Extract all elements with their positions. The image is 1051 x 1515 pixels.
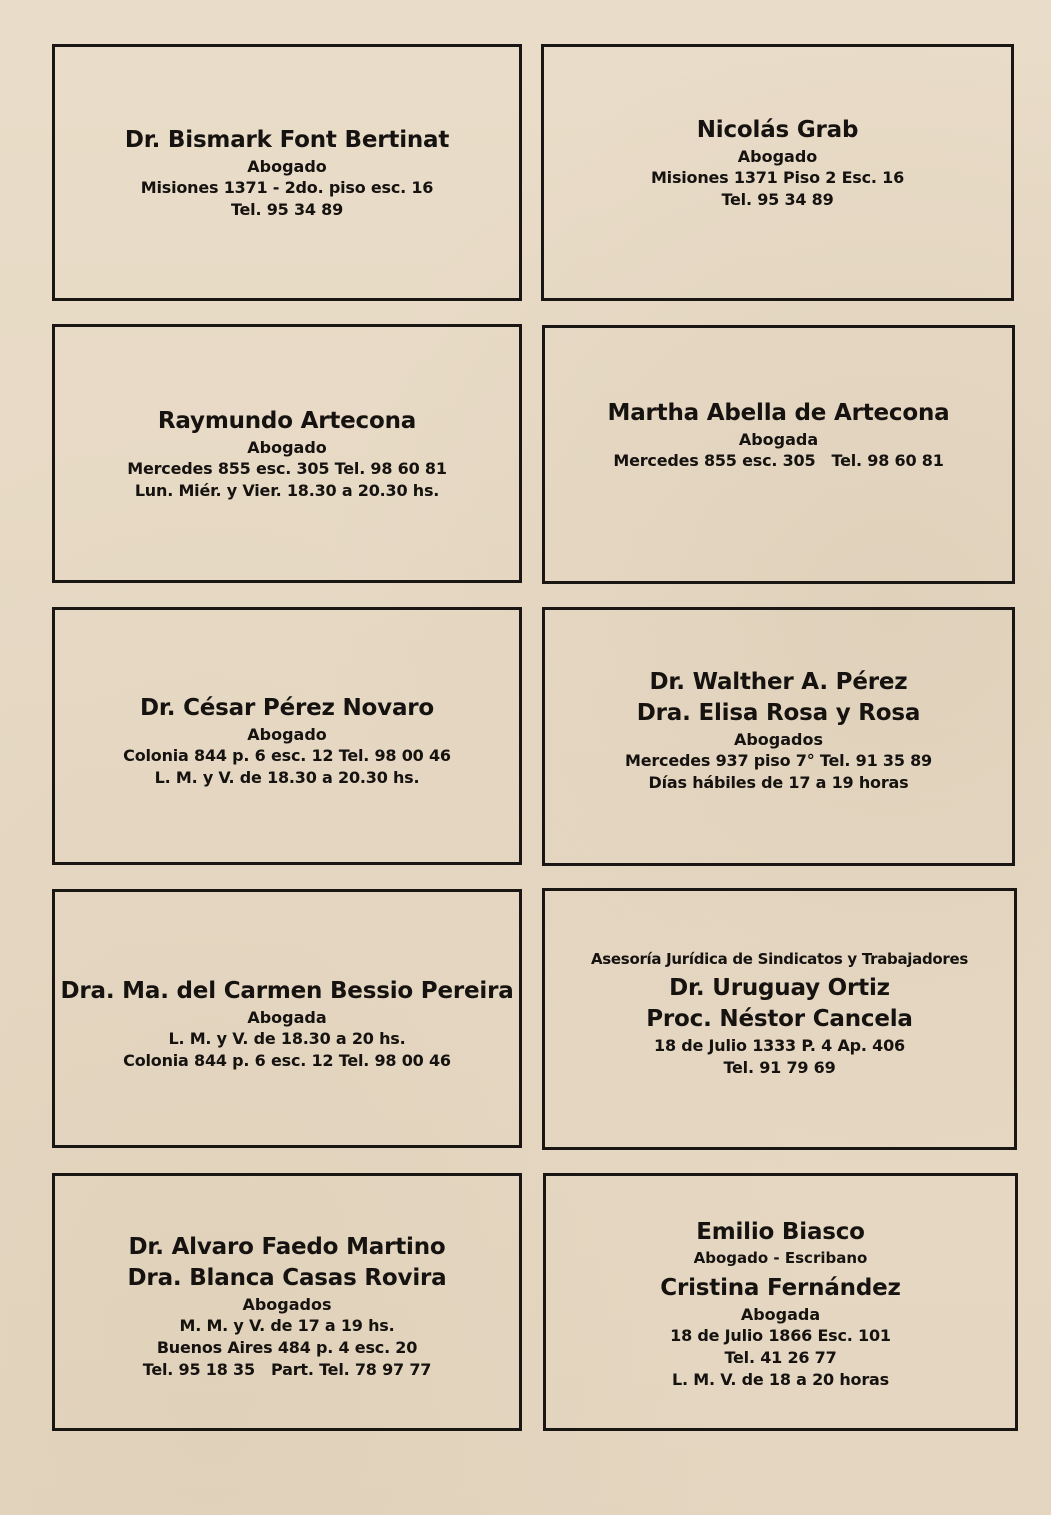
card-name: Dr. César Pérez Novaro bbox=[139, 695, 435, 721]
business-card-martha-abella bbox=[542, 325, 1015, 584]
card-title: Abogada bbox=[247, 1007, 327, 1027]
card-title: Abogado bbox=[247, 437, 327, 457]
business-card-nicolas-grab bbox=[541, 44, 1014, 301]
card-title: Abogado - Escribano bbox=[693, 1249, 868, 1267]
card-name: Dr. Uruguay Ortiz bbox=[669, 975, 890, 1001]
card-header: Asesoría Jurídica de Sindicatos y Trabajadores bbox=[591, 950, 968, 968]
card-address: 18 de Julio 1333 P. 4 Ap. 406 bbox=[654, 1036, 905, 1055]
card-address: Buenos Aires 484 p. 4 esc. 20 bbox=[156, 1337, 418, 1357]
card-phone: Tel. 91 79 69 bbox=[723, 1058, 836, 1077]
card-hours: Días hábiles de 17 a 19 horas bbox=[648, 773, 909, 792]
card-hours: Lun. Miér. y Vier. 18.30 a 20.30 hs. bbox=[134, 480, 440, 500]
card-title: Abogada bbox=[738, 429, 819, 449]
card-address: Colonia 844 p. 6 esc. 12 Tel. 98 00 46 bbox=[123, 746, 451, 765]
card-phone: Tel. 95 34 89 bbox=[230, 199, 344, 219]
card-name: Emilio Biasco bbox=[696, 1219, 865, 1245]
card-title: Abogado bbox=[737, 146, 818, 166]
card-address: Colonia 844 p. 6 esc. 12 Tel. 98 00 46 bbox=[123, 1050, 451, 1070]
card-address: Mercedes 855 esc. 305 Tel. 98 60 81 bbox=[127, 458, 447, 478]
card-address: Misiones 1371 Piso 2 Esc. 16 bbox=[650, 167, 905, 187]
business-card-emilio-biasco bbox=[543, 1173, 1018, 1431]
card-address: Misiones 1371 - 2do. piso esc. 16 bbox=[140, 177, 434, 197]
card-name: Dr. Alvaro Faedo Martino bbox=[128, 1233, 446, 1260]
card-phone: Tel. 95 18 35 Part. Tel. 78 97 77 bbox=[142, 1359, 432, 1379]
card-phone: Tel. 41 26 77 bbox=[724, 1348, 837, 1367]
card-name: Dr. Walther A. Pérez bbox=[649, 669, 908, 695]
card-address: Mercedes 937 piso 7° Tel. 91 35 89 bbox=[624, 751, 932, 770]
card-name-second: Cristina Fernández bbox=[660, 1275, 901, 1301]
card-name-second: Dra. Blanca Casas Rovira bbox=[127, 1264, 447, 1291]
card-hours: L. M. y V. de 18.30 a 20.30 hs. bbox=[154, 768, 420, 787]
card-name: Raymundo Artecona bbox=[157, 407, 417, 434]
card-address: Mercedes 855 esc. 305 Tel. 98 60 81 bbox=[613, 450, 944, 470]
card-name: Dr. Bismark Font Bertinat bbox=[124, 126, 450, 153]
card-address: 18 de Julio 1866 Esc. 101 bbox=[670, 1326, 891, 1345]
business-card-alvaro-faedo bbox=[52, 1173, 522, 1431]
card-name-second: Dra. Elisa Rosa y Rosa bbox=[636, 700, 921, 726]
card-title: Abogado bbox=[247, 156, 327, 176]
card-name: Dra. Ma. del Carmen Bessio Pereira bbox=[60, 977, 514, 1004]
card-title-second: Abogada bbox=[740, 1305, 821, 1324]
card-name: Martha Abella de Artecona bbox=[607, 399, 950, 426]
card-name-second: Proc. Néstor Cancela bbox=[646, 1006, 913, 1032]
card-title: Abogados bbox=[242, 1294, 332, 1314]
business-card-asesoria-juridica bbox=[542, 888, 1017, 1150]
card-phone: Tel. 95 34 89 bbox=[721, 189, 834, 209]
card-hours: L. M. y V. de 18.30 a 20 hs. bbox=[168, 1028, 406, 1048]
business-card-carmen-bessio bbox=[52, 889, 522, 1148]
card-hours: M. M. y V. de 17 a 19 hs. bbox=[179, 1315, 395, 1335]
card-hours: L. M. V. de 18 a 20 horas bbox=[672, 1370, 889, 1389]
business-card-cesar-perez-novaro bbox=[52, 607, 522, 865]
card-title: Abogados bbox=[733, 730, 824, 749]
card-title: Abogado bbox=[247, 725, 327, 744]
business-card-walther-perez bbox=[542, 607, 1015, 866]
business-card-bismark-font bbox=[52, 44, 522, 301]
card-name: Nicolás Grab bbox=[696, 116, 859, 143]
business-card-raymundo-artecona bbox=[52, 324, 522, 583]
